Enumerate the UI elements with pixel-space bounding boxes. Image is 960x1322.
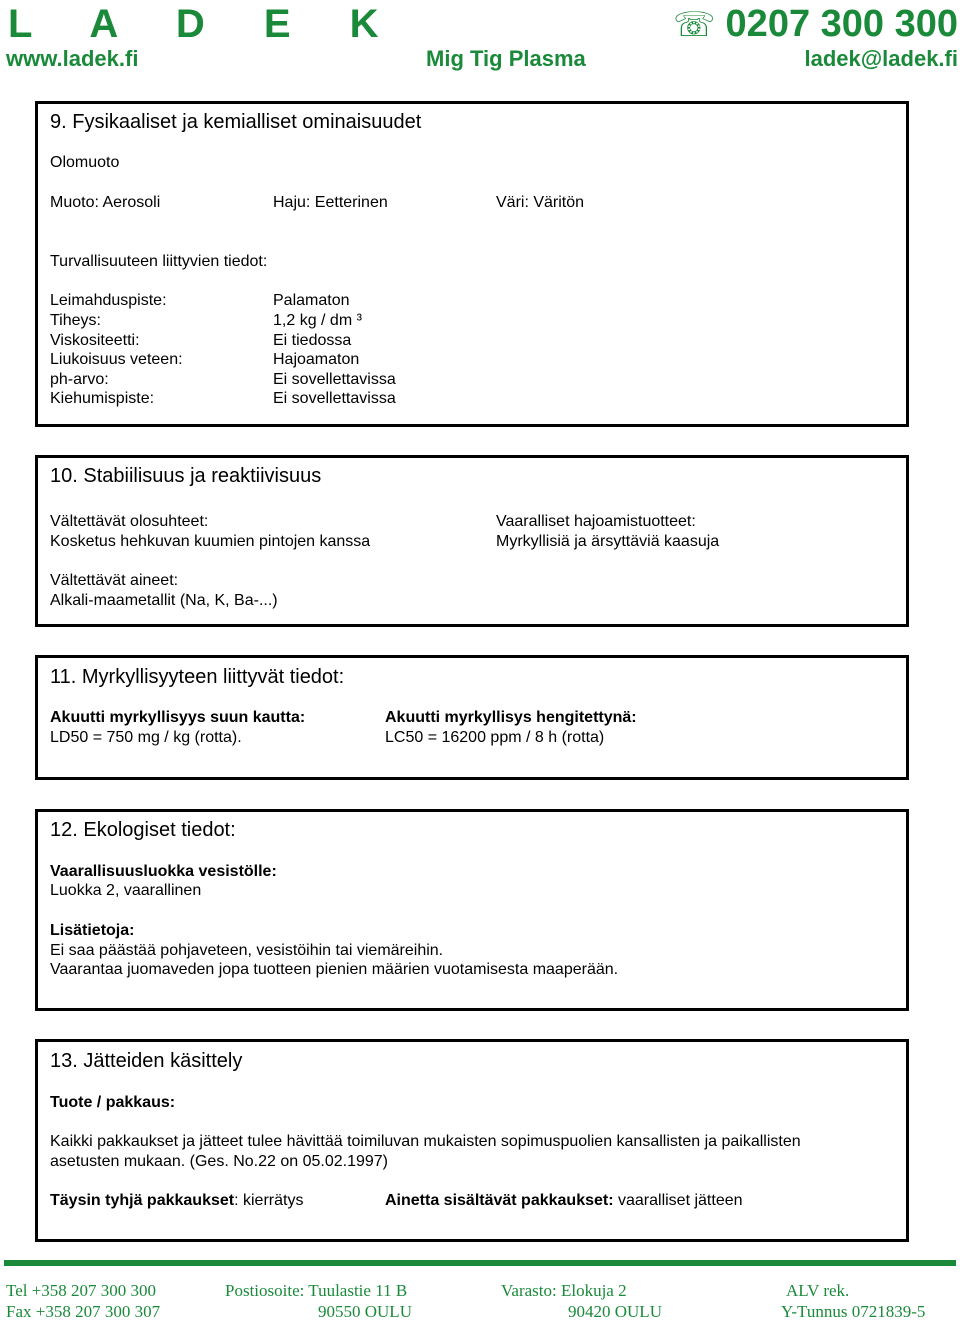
prop-label: Tiheys:	[50, 312, 101, 329]
extra-info-label: Lisätietoja:	[50, 922, 135, 939]
avoid-materials-label: Vältettävät aineet:	[50, 572, 179, 589]
prop-value: Hajoamaton	[273, 351, 360, 368]
color-value: Väri: Väritön	[496, 194, 585, 211]
filled-packaging-value: vaaralliset jätteen	[613, 1192, 743, 1209]
water-hazard-value: Luokka 2, vaarallinen	[50, 882, 202, 899]
oral-toxicity-label: Akuutti myrkyllisyys suun kautta:	[50, 709, 306, 726]
section-9-title: 9. Fysikaaliset ja kemialliset ominaisuudet	[50, 111, 422, 133]
filled-packaging-label: Ainetta sisältävät pakkaukset:	[385, 1192, 614, 1209]
section-10-title: 10. Stabiilisuus ja reaktiivisuus	[50, 465, 322, 487]
footer-warehouse-city: 90420 OULU	[568, 1302, 662, 1321]
product-package-label: Tuote / pakkaus:	[50, 1094, 176, 1111]
footer-postal-address: Postiosoite: Tuulastie 11 B	[225, 1281, 408, 1300]
empty-packaging	[50, 1191, 303, 1211]
safety-label: Turvallisuuteen liittyvien tiedot:	[50, 253, 268, 270]
footer-postal-city: 90550 OULU	[318, 1302, 412, 1321]
prop-value: Ei sovellettavissa	[273, 390, 396, 407]
footer-fax: Fax +358 207 300 307	[6, 1302, 161, 1321]
header-phone	[673, 2, 958, 47]
avoid-conditions-value: Kosketus hehkuvan kuumien pintojen kanssa	[50, 533, 371, 550]
empty-packaging-label: Täysin tyhjä pakkaukset	[50, 1192, 235, 1209]
prop-label: ph-arvo:	[50, 371, 109, 388]
avoid-materials-value: Alkali-maametallit (Na, K, Ba-...)	[50, 592, 278, 609]
decomposition-value: Myrkyllisiä ja ärsyttäviä kaasuja	[496, 533, 720, 550]
footer-business-id: Y-Tunnus 0721839-5	[781, 1302, 926, 1321]
footer-tel: Tel +358 207 300 300	[6, 1281, 157, 1300]
extra-info-line: Vaarantaa juomaveden jopa tuotteen pienien määrien vuotamisesta maaperään.	[50, 961, 619, 978]
filled-packaging	[385, 1191, 743, 1211]
oral-toxicity-value: LD50 = 750 mg / kg (rotta).	[50, 729, 242, 746]
footer-divider	[4, 1260, 956, 1266]
extra-info-line: Ei saa päästää pohjaveteen, vesistöihin tai viemäreihin.	[50, 942, 444, 959]
prop-value: Ei sovellettavissa	[273, 371, 396, 388]
odor-value: Haju: Eetterinen	[273, 194, 388, 211]
section-11-title: 11. Myrkyllisyyteen liittyvät tiedot:	[50, 666, 345, 688]
prop-label: Leimahduspiste:	[50, 292, 167, 309]
telephone-icon: ☏	[673, 6, 716, 44]
form-value: Muoto: Aerosoli	[50, 194, 161, 211]
brand-logo-text: L A D E K	[8, 2, 403, 46]
prop-value: Palamaton	[273, 292, 350, 309]
prop-value: Ei tiedossa	[273, 332, 352, 349]
disposal-text-line: Kaikki pakkaukset ja jätteet tulee hävittää toimiluvan mukaisten sopimuspuolien kansallisten ja paikallisten	[50, 1133, 801, 1150]
disposal-text-line: asetusten mukaan. (Ges. No.22 on 05.02.1997)	[50, 1153, 388, 1170]
prop-label: Viskositeetti:	[50, 332, 140, 349]
section-12-title: 12. Ekologiset tiedot:	[50, 819, 236, 841]
prop-label: Kiehumispiste:	[50, 390, 155, 407]
inhalation-toxicity-label: Akuutti myrkyllisys hengitettynä:	[385, 709, 637, 726]
prop-label: Liukoisuus veteen:	[50, 351, 183, 368]
email-link[interactable]: ladek@ladek.fi	[804, 46, 958, 71]
empty-packaging-value: : kierrätys	[234, 1192, 304, 1209]
tagline: Mig Tig Plasma	[426, 46, 586, 71]
prop-value: 1,2 kg / dm ³	[273, 312, 362, 329]
footer-vat: ALV rek.	[786, 1281, 850, 1300]
section-13-title: 13. Jätteiden käsittely	[50, 1050, 243, 1072]
state-label: Olomuoto	[50, 154, 120, 171]
water-hazard-label: Vaarallisuusluokka vesistölle:	[50, 863, 277, 880]
footer-warehouse-address: Varasto: Elokuja 2	[501, 1281, 627, 1300]
phone-number: 0207 300 300	[725, 3, 958, 45]
avoid-conditions-label: Vältettävät olosuhteet:	[50, 513, 209, 530]
website-link[interactable]: www.ladek.fi	[6, 46, 139, 71]
inhalation-toxicity-value: LC50 = 16200 ppm / 8 h (rotta)	[385, 729, 605, 746]
decomposition-label: Vaaralliset hajoamistuotteet:	[496, 513, 696, 530]
